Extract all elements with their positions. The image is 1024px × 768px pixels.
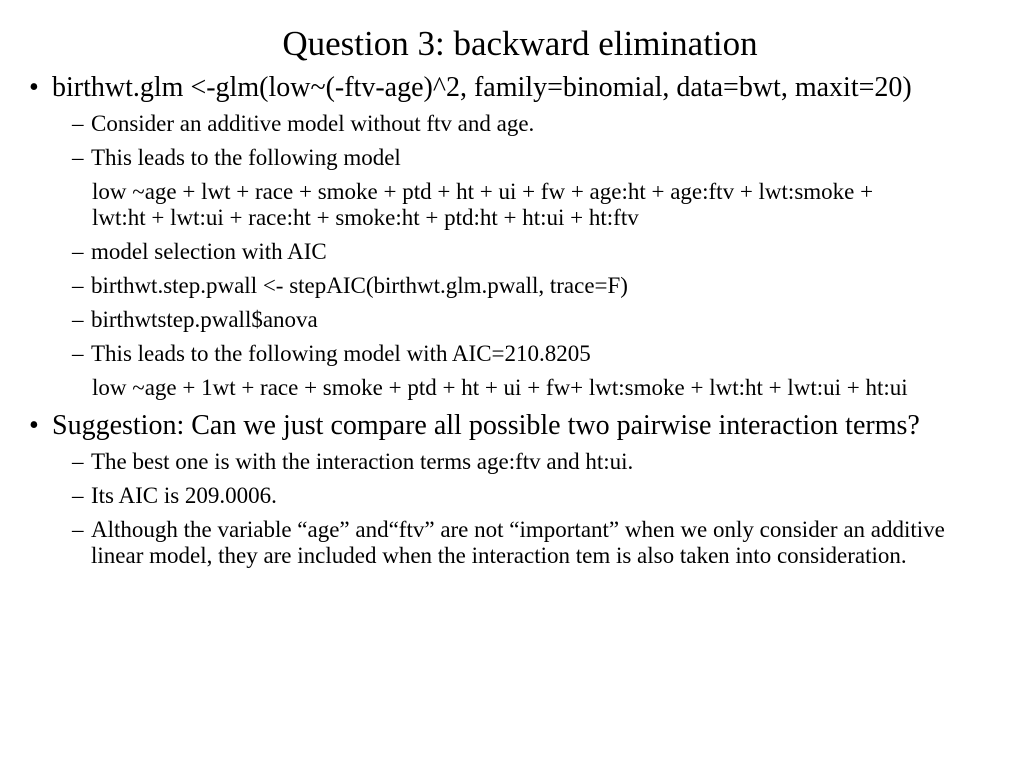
sub-item-text: birthwt.step.pwall <- stepAIC(birthwt.glm.pwall, trace=F) [91,273,628,298]
sub-item-text: Consider an additive model without ftv and age. [91,111,535,136]
bullet-text: birthwt.glm <-glm(low~(-ftv-age)^2, family=binomial, data=bwt, maxit=20) [52,72,912,103]
dash-marker: – [72,145,84,170]
sub-item [0,517,1024,569]
sub-item [0,145,1024,171]
dash-marker: – [72,483,84,508]
bullet-marker: • [29,410,39,441]
dash-marker: – [72,273,84,298]
bullet-marker: • [29,72,39,103]
dash-marker: – [72,239,84,264]
sub-item-text: Its AIC is 209.0006. [91,483,277,508]
dash-marker: – [72,307,84,332]
sub-item-text: This leads to the following model with AIC=210.8205 [91,341,591,366]
sub-item [0,273,1024,299]
model-formula-1: low ~age + lwt + race + smoke + ptd + ht + ui + fw + age:ht + age:ftv + lwt:smoke + lwt:ht + lwt:ui + race:ht + smoke:ht + ptd:ht + ht:ui + ht:ftv [92,179,874,230]
sub-item [0,239,1024,265]
sub-item-text: This leads to the following model [91,145,401,170]
dash-marker: – [72,517,84,542]
slide-title: Question 3: backward elimination [282,24,758,63]
sub-item [0,307,1024,333]
bullet-item-1 [0,73,1024,103]
sub-item-text: The best one is with the interaction terms age:ftv and ht:ui. [91,449,634,474]
dash-marker: – [72,449,84,474]
slide-content [0,73,1024,569]
sub-item [0,341,1024,367]
sub-item-text: birthwtstep.pwall$anova [91,307,318,332]
dash-marker: – [72,341,84,366]
sub-item-text: model selection with AIC [91,239,327,264]
model-formula-2: low ~age + 1wt + race + smoke + ptd + ht + ui + fw+ lwt:smoke + lwt:ht + lwt:ui + ht:ui [92,375,908,400]
bullet-text: Suggestion: Can we just compare all possible two pairwise interaction terms? [52,410,920,441]
sub-item [0,449,1024,475]
sub-item [0,111,1024,137]
sub-item [0,483,1024,509]
sub-item-text: Although the variable “age” and“ftv” are not “important” when we only consider an additive linear model, they are included when the interaction tem is also taken into consideration. [91,517,945,568]
dash-marker: – [72,111,84,136]
bullet-item-2 [0,411,1024,441]
